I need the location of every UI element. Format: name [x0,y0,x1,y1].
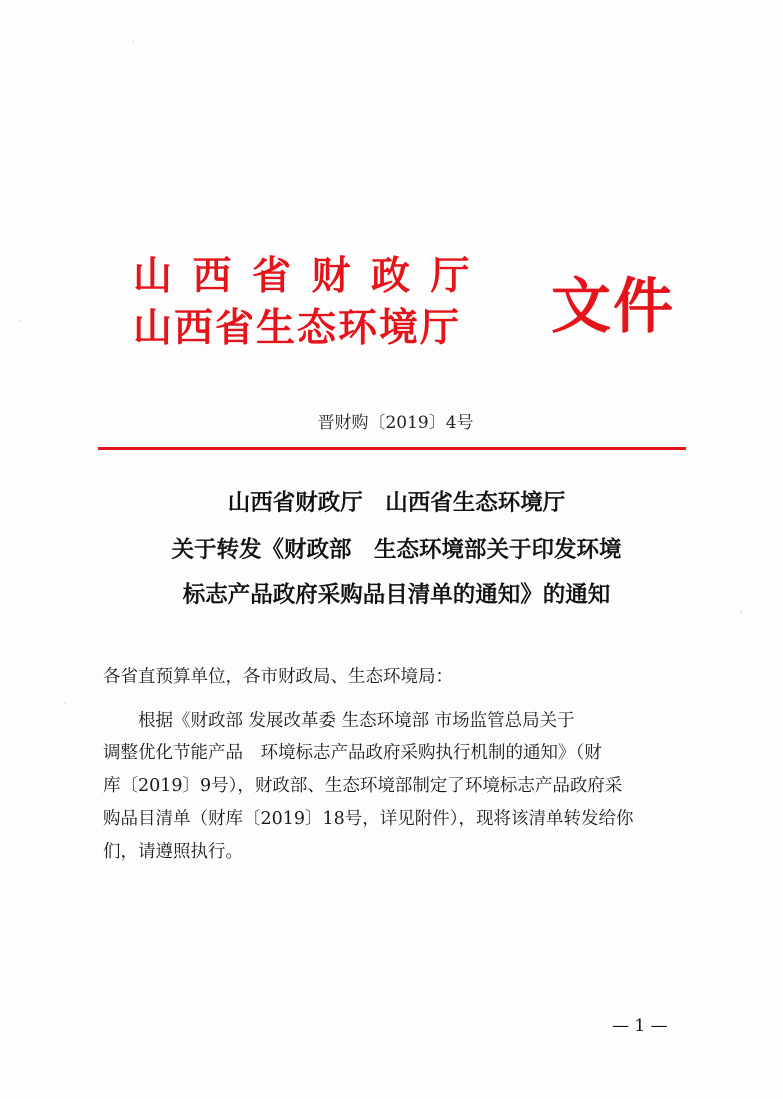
issuer-finance-dept: 山西省财政厅 [133,253,491,299]
body-line-2: 调整优化节能产品 环境标志产品政府采购执行机制的通知》（财 [103,743,602,763]
document-number: 晋财购〔2019〕4号 [317,413,474,433]
document-header [133,250,693,360]
scan-speck [740,610,742,613]
scan-speck [18,320,21,322]
body-line-4: 购品目清单（财库〔2019〕18号，详见附件），现将该清单转发给你 [103,809,634,829]
title-line-2: 关于转发《财政部 生态环境部关于印发环境 [171,537,622,563]
body-line-3: 库〔2019〕9号），财政部、生态环境部制定了环境标志产品政府采 [103,776,623,796]
issuer-environment-dept: 山西省生态环境厅 [133,305,462,351]
page-number: — 1 — [612,1016,668,1036]
scan-speck [64,702,66,704]
scan-speck [132,40,134,42]
body-line-5: 们，请遵照执行。 [103,842,243,862]
body-line-1: 根据《财政部 发展改革委 生态环境部 市场监管总局关于 [103,711,575,731]
red-divider [98,447,686,450]
title-line-3: 标志产品政府采购品目清单的通知》的通知 [182,582,611,608]
title-line-1: 山西省财政厅 山西省生态环境厅 [227,490,566,516]
salutation: 各省直预算单位，各市财政局、生态环境局： [103,667,453,687]
document-word: 文件 [551,272,675,342]
